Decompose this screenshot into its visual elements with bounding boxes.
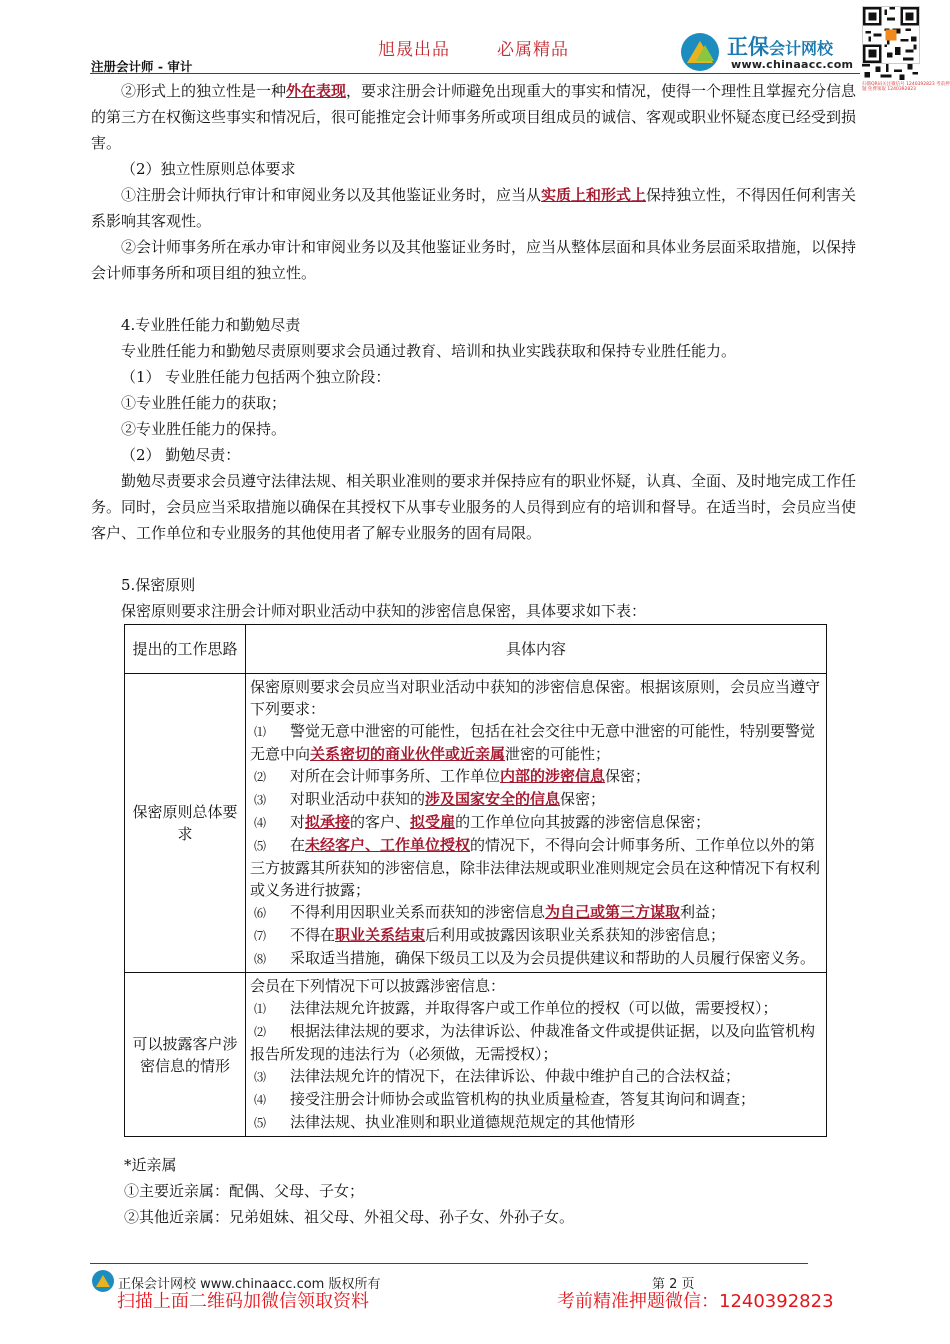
paragraph-due-care-heading: （2） 勤勉尽责： xyxy=(121,446,241,464)
paragraph-confidentiality-intro: 保密原则要求注册会计师对职业活动中获知的涉密信息保密，具体要求如下表： xyxy=(121,602,647,620)
table-header-content: 具体内容 xyxy=(246,625,827,674)
qr-code-icon[interactable] xyxy=(862,6,920,64)
footer-logo-icon xyxy=(92,1270,114,1292)
requirements-intro: 保密原则要求会员应当对职业活动中获知的涉密信息保密。根据该原则，会员应当遵守下列要求： xyxy=(250,678,821,718)
table-header-row xyxy=(125,625,827,674)
list-item: ⑷ 接受注册会计师协会或监管机构的执业质量检查，答复其询问和调查； xyxy=(254,1090,756,1108)
page-number: 第 2 页 xyxy=(652,1277,695,1292)
table-header-approach: 提出的工作思路 xyxy=(125,625,246,674)
paragraph-independence-2: ②会计师事务所在承办审计和审阅业务以及其他鉴证业务时，应当从整体层面和具体业务层面采取措施，以保持会计师事务所和项目组的独立性。 xyxy=(91,238,857,282)
list-item: ⑵ 对所在会计师事务所、工作单位内部的涉密信息保密； xyxy=(254,767,651,785)
footer-copyright: 正保会计网校 www.chinaacc.com 版权所有 xyxy=(118,1277,381,1292)
list-item: ⑷ 对拟承接的客户、拟受雇的工作单位向其披露的涉密信息保密； xyxy=(254,813,711,831)
disclosure-intro: 会员在下列情况下可以披露涉密信息： xyxy=(250,977,506,995)
relatives-heading: *近亲属 xyxy=(124,1156,177,1174)
paragraph-competence-stages: （1） 专业胜任能力包括两个独立阶段： xyxy=(121,368,391,386)
paragraph-competence: 专业胜任能力和勤勉尽责原则要求会员通过教育、培训和执业实践获取和保持专业胜任能力。 xyxy=(121,342,737,360)
header-slogan-left: 旭晟出品 xyxy=(378,40,450,60)
logo-url: www.chinaacc.com xyxy=(731,58,854,71)
table-row xyxy=(125,674,827,973)
table-cell-disclosure-list xyxy=(246,973,827,1137)
list-item: ⑸ 在未经客户、工作单位授权的情况下，不得向会计师事务所、工作单位以外的第三方披露其所获知的涉密信息，除非法律法规或职业准则规定会员在这种情况下有权利或义务进行披露； xyxy=(250,836,821,899)
relatives-primary: ①主要近亲属：配偶、父母、子女； xyxy=(124,1182,365,1200)
relatives-note xyxy=(124,1152,574,1230)
list-item: ⑸ 法律法规、执业准则和职业道德规范规定的其他情形 xyxy=(254,1113,636,1131)
section-heading-4: 4.专业胜任能力和勤勉尽责 xyxy=(121,316,301,334)
list-item: ⑺ 不得在职业关系结束后利用或披露因该职业关系获知的涉密信息； xyxy=(254,926,726,944)
chinaacc-logo-icon xyxy=(681,33,719,71)
table-row xyxy=(125,973,827,1137)
main-text xyxy=(91,78,861,624)
subheading-independence-requirement: （2）独立性原则总体要求 xyxy=(121,160,296,178)
list-item: ⑶ 对职业活动中获知的涉及国家安全的信息保密； xyxy=(254,790,606,808)
list-item: ⑴ 警觉无意中泄密的可能性，包括在社会交往中无意中泄密的可能性，特别要警觉无意中向关系密切的商业伙伴或近亲属泄密的可能性； xyxy=(250,722,816,763)
list-item: ⑹ 不得利用因职业关系而获知的涉密信息为自己或第三方谋取利益； xyxy=(254,903,726,921)
header-divider xyxy=(90,73,860,74)
table-cell-disclosure-cases: 可以披露客户涉密信息的情形 xyxy=(125,973,246,1137)
list-item: ⑵ 根据法律法规的要求，为法律诉讼、仲裁准备文件或提供证据，以及向监管机构报告所发现的违法行为（必须做，无需授权）； xyxy=(250,1022,816,1063)
footer-divider xyxy=(90,1263,808,1264)
paragraph-competence-stage-2: ②专业胜任能力的保持。 xyxy=(121,420,287,438)
course-title: 注册会计师 - 审计 xyxy=(91,59,193,74)
list-item: ⑴ 法律法规允许披露，并取得客户或工作单位的授权（可以做，需要授权）； xyxy=(254,999,778,1017)
section-heading-5: 5.保密原则 xyxy=(121,576,196,594)
qr-code-extension xyxy=(862,64,918,80)
confidentiality-table xyxy=(124,624,827,1137)
list-item: ⑻ 采取适当措施，确保下级员工以及为会员提供建议和帮助的人员履行保密义务。 xyxy=(254,949,816,967)
paragraph-formal-independence: ②形式上的独立性是一种外在表现，要求注册会计师避免出现重大的事实和情况，使得一个理性且掌握充分信息的第三方在权衡这些事实和情况后，很可能推定会计师事务所或项目组成员的诚信、客观或职业怀疑态度已经受到损害。 xyxy=(91,82,857,152)
qr-caption: 扫描QR码关注微信号 1240392823 考前押题 免费领取 1240392823 xyxy=(862,82,950,92)
paragraph-independence-1: ①注册会计师执行审计和审阅业务以及其他鉴证业务时，应当从实质上和形式上保持独立性，不得因任何利害关系影响其客观性。 xyxy=(91,186,857,230)
paragraph-competence-stage-1: ①专业胜任能力的获取； xyxy=(121,394,287,412)
list-item: ⑶ 法律法规允许的情况下，在法律诉讼、仲裁中维护自己的合法权益； xyxy=(254,1067,741,1085)
footer-promo-left: 扫描上面二维码加微信领取资料 xyxy=(117,1291,369,1312)
footer-promo-right: 考前精准押题微信：1240392823 xyxy=(557,1291,834,1312)
table-cell-general-requirement: 保密原则总体要求 xyxy=(125,674,246,973)
paragraph-due-care: 勤勉尽责要求会员遵守法律法规、相关职业准则的要求并保持应有的职业怀疑，认真、全面、及时地完成工作任务。同时，会员应当采取措施以确保在其授权下从事专业服务的人员得到应有的培训和督导。在适当时，会员应当使客户、工作单位和专业服务的其他使用者了解专业服务的固有局限。 xyxy=(91,472,857,542)
table-cell-requirements xyxy=(246,674,827,973)
relatives-other: ②其他近亲属：兄弟姐妹、祖父母、外祖父母、孙子女、外孙子女。 xyxy=(124,1208,575,1226)
header-slogan-right: 必属精品 xyxy=(497,40,569,60)
logo-name: 正保会计网校 xyxy=(727,35,834,59)
